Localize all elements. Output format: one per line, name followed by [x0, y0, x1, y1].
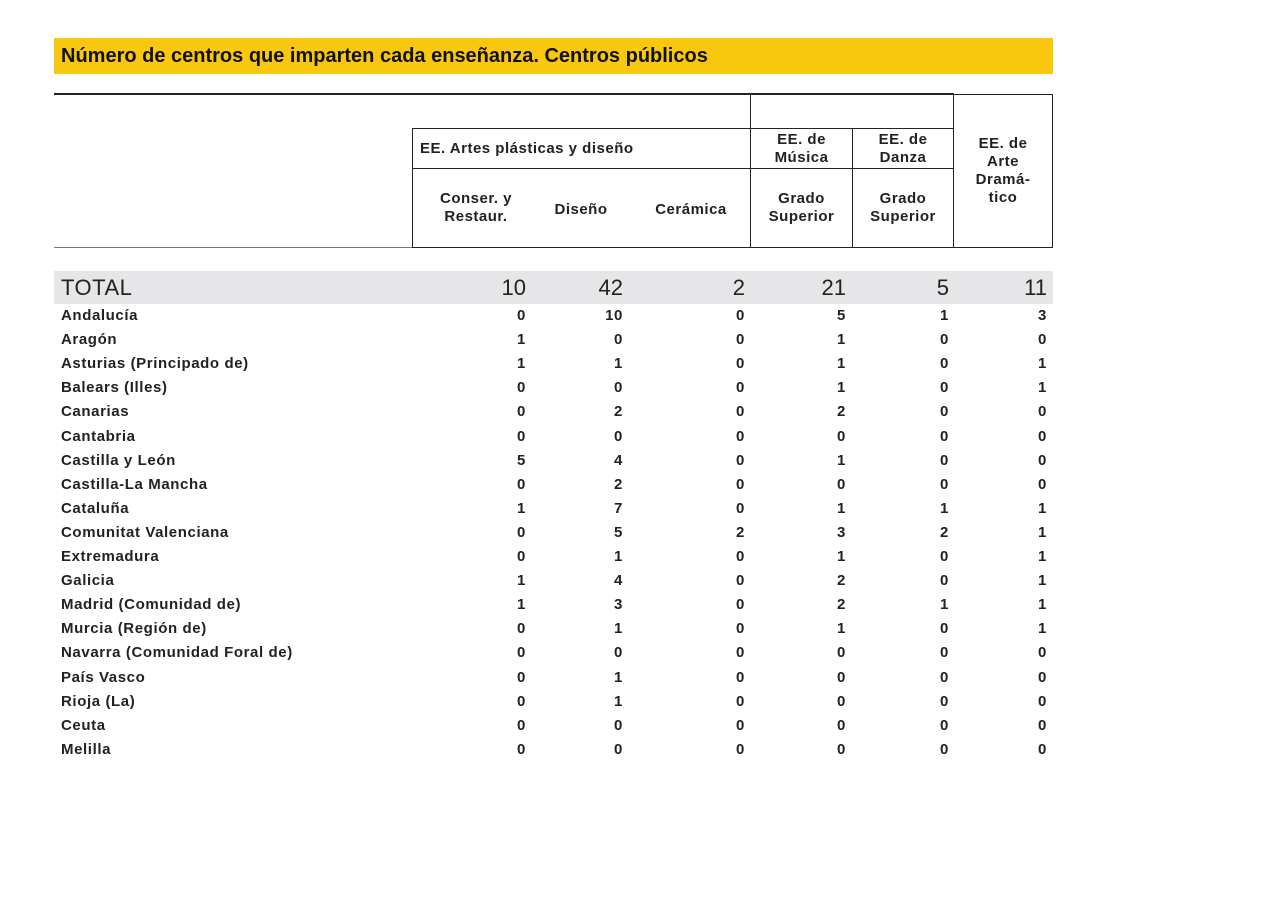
row-label: Comunitat Valenciana	[61, 523, 229, 541]
table-cell: 4	[614, 451, 623, 469]
table-cell: 1	[1038, 499, 1047, 517]
table-cell: 0	[1038, 692, 1047, 710]
table-cell: 0	[940, 644, 949, 662]
header-grado-superior-musica	[750, 168, 853, 248]
table-cell: 1	[517, 499, 526, 517]
table-cell: 0	[517, 475, 526, 493]
table-cell: 0	[517, 379, 526, 397]
table-cell: 0	[940, 475, 949, 493]
table-cell: 0	[940, 403, 949, 421]
header-artes-plasticas: EE. Artes plásticas y diseño	[412, 128, 751, 169]
table-row	[54, 328, 1053, 352]
table-cell: 0	[1038, 403, 1047, 421]
header-musica	[750, 128, 853, 169]
table-cell: 2	[614, 403, 623, 421]
table-cell: 0	[837, 716, 846, 734]
total-cell: 5	[936, 275, 949, 300]
table-cell: 0	[940, 427, 949, 445]
row-label: Navarra (Comunidad Foral de)	[61, 644, 293, 662]
row-label: Cataluña	[61, 499, 130, 517]
header-conser-restaur: Conser. y Restaur.	[439, 190, 513, 225]
table-cell: 0	[517, 620, 526, 638]
table-cell: 5	[614, 523, 623, 541]
table-cell: 0	[517, 427, 526, 445]
row-label: Balears (Illes)	[61, 379, 168, 397]
table-cell: 0	[940, 451, 949, 469]
row-label: Galicia	[61, 572, 115, 590]
header-ceramica: Cerámica	[655, 201, 727, 218]
table-cell: 1	[517, 572, 526, 590]
table-cell: 3	[1038, 307, 1047, 324]
table-cell: 5	[517, 451, 526, 469]
table-cell: 0	[736, 716, 745, 734]
row-label: Melilla	[61, 740, 112, 758]
table-cell: 0	[517, 644, 526, 662]
table-cell: 0	[940, 716, 949, 734]
table-cell: 0	[736, 596, 745, 614]
table-cell: 0	[1038, 451, 1047, 469]
table-cell: 0	[517, 307, 526, 324]
table-row	[54, 666, 1053, 690]
header-grado-superior-danza-label: Grado Superior	[870, 190, 936, 225]
table-cell: 0	[736, 331, 745, 349]
header-arte-dramatico-label: EE. de Arte Dramá-tico	[975, 135, 1031, 206]
table-cell: 0	[614, 379, 623, 397]
table-cell: 1	[614, 692, 623, 710]
table-cell: 0	[1038, 475, 1047, 493]
header-arte-dramatico	[953, 94, 1053, 248]
total-cell: 10	[501, 275, 526, 300]
table-cell: 0	[1038, 644, 1047, 662]
table-cell: 1	[1038, 523, 1047, 541]
table-cell: 0	[614, 331, 623, 349]
table-cell: 0	[837, 644, 846, 662]
row-label: Asturias (Principado de)	[61, 355, 249, 373]
table-cell: 0	[736, 740, 745, 758]
table-row	[54, 376, 1053, 400]
table-cell: 0	[614, 644, 623, 662]
row-label: Cantabria	[61, 427, 136, 445]
table-cell: 0	[517, 692, 526, 710]
table-cell: 3	[837, 523, 846, 541]
table-cell: 2	[940, 523, 949, 541]
header-musica-label: EE. de Música	[774, 130, 829, 166]
table-cell: 0	[736, 451, 745, 469]
row-label: Aragón	[61, 331, 118, 349]
table-cell: 0	[940, 692, 949, 710]
table-cell: 0	[837, 475, 846, 493]
table-cell: 1	[837, 379, 846, 397]
table-cell: 0	[736, 427, 745, 445]
table-row	[54, 449, 1053, 473]
table-cell: 0	[940, 740, 949, 758]
table-cell: 0	[517, 548, 526, 565]
table-cell: 0	[1038, 668, 1047, 686]
total-cell: 42	[598, 275, 623, 300]
table-cell: 0	[736, 620, 745, 638]
table-cell: 0	[1038, 331, 1047, 349]
table-cell: 0	[940, 379, 949, 397]
table-cell: 0	[940, 548, 949, 565]
table-cell: 5	[837, 307, 846, 324]
row-label: Rioja (La)	[61, 692, 136, 710]
table-cell: 0	[837, 427, 846, 445]
table-row	[54, 569, 1053, 593]
table-cell: 0	[837, 668, 846, 686]
table-cell: 2	[837, 572, 846, 590]
row-label: Madrid (Comunidad de)	[61, 596, 242, 614]
table-cell: 0	[614, 740, 623, 758]
table-cell: 1	[837, 499, 846, 517]
table-row	[54, 593, 1053, 617]
row-label: Canarias	[61, 403, 130, 421]
table-cell: 1	[940, 499, 949, 517]
table-cell: 0	[837, 740, 846, 758]
row-label: Castilla y León	[61, 451, 176, 469]
table-cell: 0	[736, 499, 745, 517]
table-cell: 0	[736, 355, 745, 373]
table-cell: 1	[1038, 596, 1047, 614]
header-bottom-rule	[54, 247, 414, 248]
table-row	[54, 497, 1053, 521]
table-cell: 0	[940, 355, 949, 373]
table-cell: 0	[517, 403, 526, 421]
table-cell: 0	[1038, 740, 1047, 758]
total-cell: 11	[1024, 275, 1047, 300]
table-row	[54, 738, 1053, 762]
table-cell: 0	[736, 307, 745, 324]
table-cell: 1	[1038, 355, 1047, 373]
total-cell: 21	[821, 275, 846, 300]
table-row	[54, 400, 1053, 424]
table-row	[54, 714, 1053, 738]
table-cell: 0	[517, 716, 526, 734]
table-cell: 0	[614, 716, 623, 734]
table-row	[54, 352, 1053, 376]
table-cell: 0	[736, 668, 745, 686]
table-cell: 1	[1038, 620, 1047, 638]
table-cell: 0	[517, 523, 526, 541]
table-cell: 1	[837, 548, 846, 565]
table-cell: 2	[837, 403, 846, 421]
header-danza	[852, 128, 954, 169]
table-cell: 2	[837, 596, 846, 614]
table-cell: 0	[736, 572, 745, 590]
table-cell: 0	[614, 427, 623, 445]
table-cell: 0	[940, 331, 949, 349]
table-cell: 7	[614, 499, 623, 517]
table-cell: 1	[614, 548, 623, 565]
table-cell: 1	[517, 331, 526, 349]
table-row	[54, 641, 1053, 665]
header-group-box	[750, 94, 954, 129]
table-cell: 2	[614, 475, 623, 493]
row-label: País Vasco	[61, 668, 146, 686]
row-label: Andalucía	[61, 307, 139, 324]
header-grado-superior-musica-label: Grado Superior	[768, 190, 835, 225]
table-cell: 1	[837, 331, 846, 349]
table-cell: 0	[1038, 427, 1047, 445]
header-grado-superior-danza	[852, 168, 954, 248]
row-label: Murcia (Región de)	[61, 620, 207, 638]
row-label: Extremadura	[61, 548, 160, 565]
table-cell: 1	[517, 596, 526, 614]
row-label: Ceuta	[61, 716, 106, 734]
table-cell: 1	[940, 596, 949, 614]
table-cell: 1	[614, 620, 623, 638]
table-cell: 0	[940, 668, 949, 686]
table-cell: 1	[1038, 572, 1047, 590]
page-title: Número de centros que imparten cada enseñanza. Centros públicos	[54, 38, 1053, 74]
table-cell: 0	[736, 403, 745, 421]
table-cell: 10	[605, 307, 623, 324]
row-label: Castilla-La Mancha	[61, 475, 208, 493]
table-row	[54, 690, 1053, 714]
table-cell: 0	[837, 692, 846, 710]
table-cell: 0	[736, 644, 745, 662]
table-row	[54, 425, 1053, 449]
total-cell: 2	[732, 275, 745, 300]
table-cell: 1	[614, 668, 623, 686]
table-row	[54, 521, 1053, 545]
table-cell: 1	[837, 355, 846, 373]
table-cell: 0	[736, 379, 745, 397]
table-cell: 0	[940, 572, 949, 590]
table-cell: 1	[1038, 548, 1047, 565]
header-artes-sub	[412, 168, 751, 248]
table-cell: 1	[837, 620, 846, 638]
table-cell: 0	[1038, 716, 1047, 734]
table-cell: 1	[517, 355, 526, 373]
table-row	[54, 545, 1053, 569]
header-danza-label: EE. de Danza	[878, 130, 928, 166]
table-cell: 1	[614, 355, 623, 373]
header-diseno: Diseño	[554, 201, 608, 218]
table-row	[54, 617, 1053, 641]
table-cell: 3	[614, 596, 623, 614]
table-cell: 1	[1038, 379, 1047, 397]
table-cell: 1	[940, 307, 949, 324]
table-cell: 2	[736, 523, 745, 541]
table-row	[54, 473, 1053, 497]
table-cell: 4	[614, 572, 623, 590]
table-cell: 1	[837, 451, 846, 469]
table-row	[54, 304, 1053, 328]
total-label: TOTAL	[61, 275, 133, 300]
total-row	[54, 271, 1053, 304]
table-cell: 0	[940, 620, 949, 638]
table-cell: 0	[736, 475, 745, 493]
table-cell: 0	[736, 548, 745, 565]
table-cell: 0	[736, 692, 745, 710]
table-cell: 0	[517, 740, 526, 758]
table-cell: 0	[517, 668, 526, 686]
